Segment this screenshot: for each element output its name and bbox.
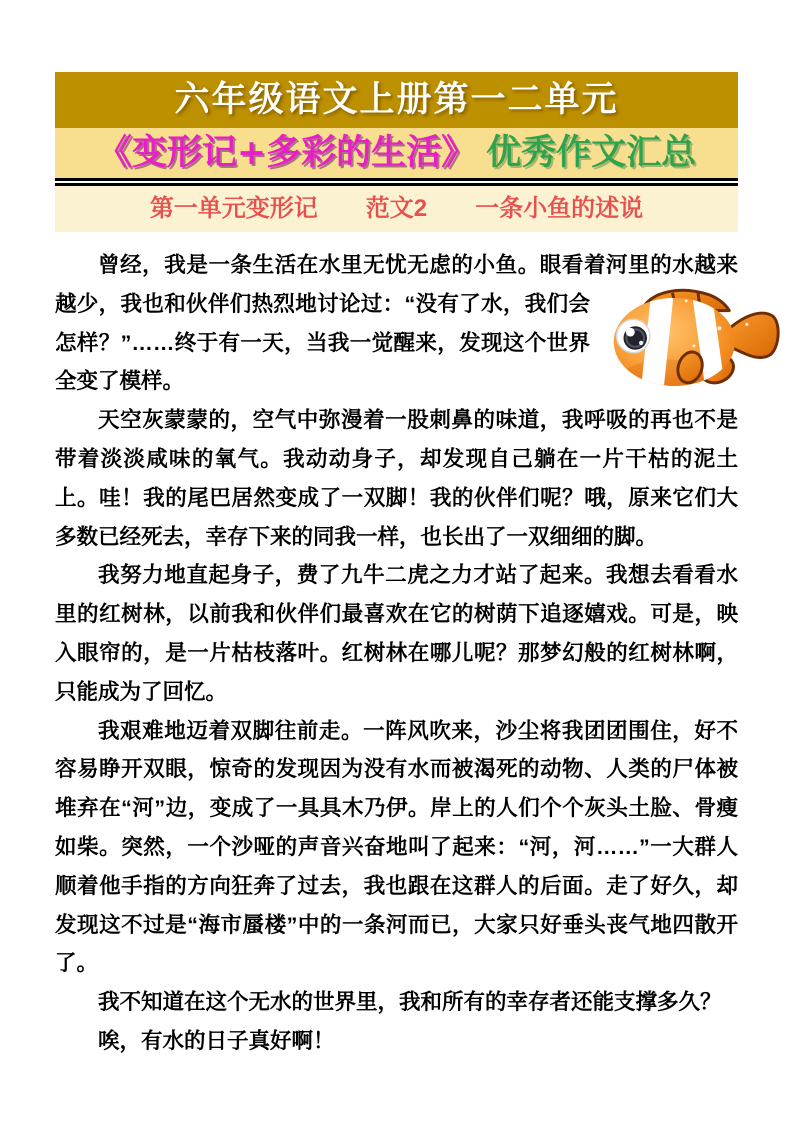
paragraph-4: 我艰难地迈着双脚往前走。一阵风吹来，沙尘将我团团围住，好不容易睁开双眼，惊奇的发现因为没有水而被渴死的动物、人类的尸体被堆弃在“河”边，变成了一具具木乃伊。岸上的人们个个灰头土脸、骨瘦如柴。突然，一个沙哑的声音兴奋地叫了起来：“河，河……”一大群人顺着他手指的方向狂奔了过去，我也跟在这群人的后面。走了好久，却发现这不过是“海市蜃楼”中的一条河而已，大家只好垂头丧气地四散开了。 [55,718,738,976]
page-content [55,72,738,1061]
book-title-text: 《变形记+多彩的生活》 [96,132,477,173]
essay-body [55,246,738,1061]
paragraph-1 [55,246,738,401]
paragraph-6: 唉，有水的日子真好啊！ [98,1028,335,1053]
section-heading: 第一单元变形记 范文2 一条小鱼的述说 [55,186,738,232]
clownfish-icon [600,285,786,393]
clownfish-image [600,285,786,393]
paragraph-3: 我努力地直起身子，费了九牛二虎之力才站了起来。我想去看看水里的红树林，以前我和伙伴们最喜欢在它的树荫下追逐嬉戏。可是，映入眼帘的，是一片枯枝落叶。红树林在哪儿呢？那梦幻般的红树林啊，只能成为了回忆。 [55,563,738,704]
banner-subtitle [55,128,738,178]
collection-title-text: 优秀作文汇总 [486,132,697,173]
banner-title: 六年级语文上册第一二单元 [55,72,738,128]
paragraph-2: 天空灰蒙蒙的，空气中弥漫着一股刺鼻的味道，我呼吸的再也不是带着淡淡咸味的氧气。我动动身子，却发现自己躺在一片干枯的泥土上。哇！我的尾巴居然变成了一双脚！我的伙伴们呢？哦，原来它们大多数已经死去，幸存下来的同我一样，也长出了一双细细的脚。 [55,408,738,549]
paragraph-5: 我不知道在这个无水的世界里，我和所有的幸存者还能支撑多久？ [98,990,722,1015]
double-rule-divider [55,178,738,186]
paragraph-1-text: 曾经，我是一条生活在水里无忧无虑的小鱼。眼看着河里的水越来越少，我也和伙伴们热烈地讨论过：“没有了水，我们会怎样？”……终于有一天，当我一觉醒来，发现这个世界全变了模样。 [55,253,738,394]
